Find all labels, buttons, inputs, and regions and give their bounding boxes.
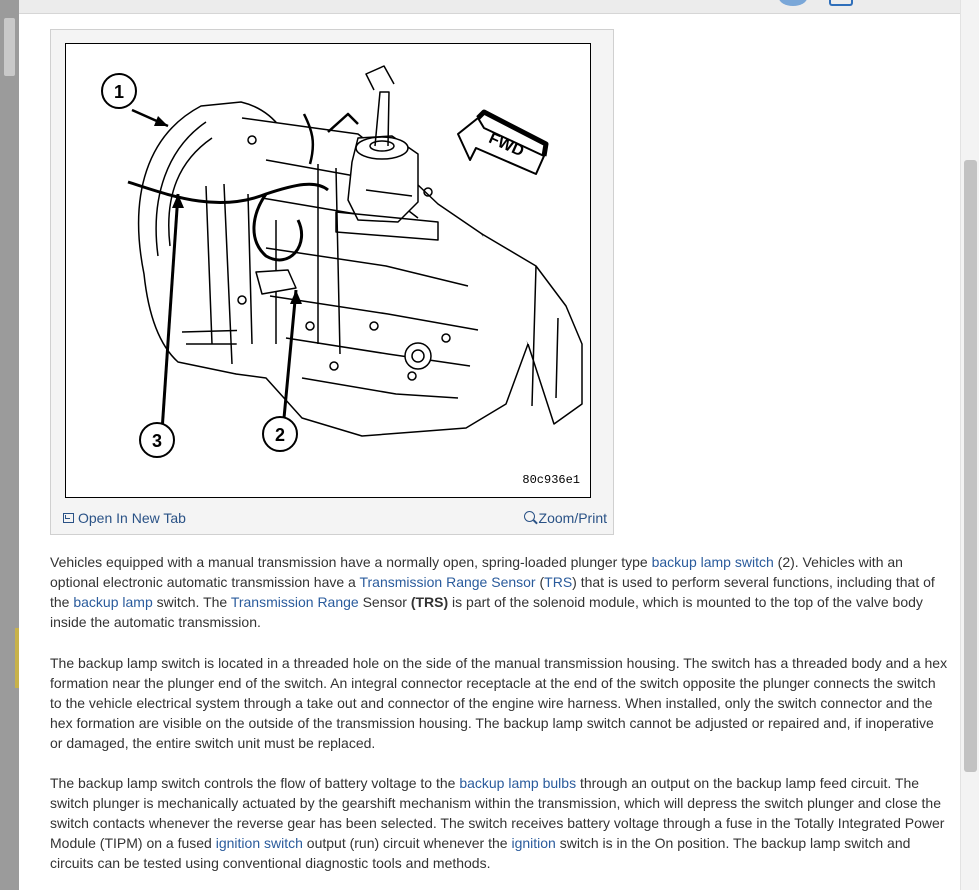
open-in-new-tab-label: Open In New Tab (78, 510, 186, 526)
paragraph-1 (50, 552, 950, 632)
backup-lamp-link[interactable]: backup lamp (73, 594, 153, 610)
fwd-label: FWD (486, 129, 527, 161)
callout-3-label: 3 (151, 431, 163, 451)
p2-text: The backup lamp switch is located in a threaded hole on the side of the manual transmission housing. The switch has a threaded body and a hex formation near the plunger end of the switch. An integral connector receptacle at the end of the switch opposite the plunger connects the switch to the vehicle electrical system through a take out and connector of the engine wire harness. When installed, only the switch connector and the hex formation are visible on the outside of the transmission housing. The backup lamp switch cannot be adjusted or repaired and, if inoperative or damaged, the entire switch unit must be replaced. (50, 655, 948, 751)
transmission-range-link[interactable]: Transmission Range (230, 594, 359, 610)
vertical-scrollbar[interactable] (960, 0, 979, 890)
paragraph-3 (50, 773, 950, 873)
zoom-print-link[interactable] (524, 510, 607, 526)
callout-2-label: 2 (274, 425, 286, 445)
p1-bold-trs: (TRS) (410, 594, 449, 610)
p1-text-7: is part of the solenoid module, which is mounted to the top of the valve body inside the automatic transmission. (50, 594, 923, 630)
p1-text-4: ) that is used to perform several functions, including that of the (50, 574, 935, 610)
article-panel (19, 0, 960, 890)
transmission-diagram (65, 43, 591, 498)
zoom-print-label: Zoom/Print (538, 510, 607, 526)
p1-text-6: Sensor (358, 594, 411, 610)
open-in-new-tab-link[interactable] (63, 510, 186, 526)
background-page-strip (0, 0, 19, 890)
backup-lamp-switch-link[interactable]: backup lamp switch (651, 554, 774, 570)
callout-1-label: 1 (113, 82, 125, 102)
p1-text-5: switch. The (152, 594, 231, 610)
ignition-link[interactable]: ignition (511, 835, 556, 851)
p3-text-3: output (run) circuit whenever the (302, 835, 512, 851)
ignition-switch-link[interactable]: ignition switch (215, 835, 303, 851)
paragraph-2 (50, 653, 950, 753)
figure-code: 80c936e1 (522, 473, 580, 487)
trs-link[interactable]: TRS (544, 574, 573, 590)
p1-text-2: (2). Vehicles with an optional electronic automatic transmission have a (50, 554, 903, 590)
p1-text-1: Vehicles equipped with a manual transmission have a normally open, spring-loaded plunger type (50, 554, 652, 570)
transmission-range-sensor-link[interactable]: Transmission Range Sensor (359, 574, 536, 590)
p3-text-1: The backup lamp switch controls the flow of battery voltage to the (50, 775, 460, 791)
new-tab-icon (63, 513, 74, 523)
panel-header (19, 0, 960, 14)
backup-lamp-bulbs-link[interactable]: backup lamp bulbs (459, 775, 577, 791)
user-icon[interactable] (779, 0, 807, 6)
p1-text-3: ( (535, 574, 545, 590)
p3-text-2: through an output on the backup lamp feed circuit. The switch plunger is mechanically actuated by the gearshift mechanism within the transmission, which will depress the switch plunger and close the switch contacts whenever the reverse gear has been selected. The switch receives battery voltage through a fuse in the Totally Integrated Power Module (TIPM) on a fused (50, 775, 945, 851)
background-scrollbar-thumb (4, 18, 15, 76)
transmission-illustration (66, 44, 590, 497)
figure-container (50, 29, 614, 535)
p3-text-4: switch is in the On position. The backup lamp switch and circuits can be tested using conventional diagnostic tools and methods. (50, 835, 911, 871)
scrollbar-thumb[interactable] (964, 160, 977, 772)
zoom-icon (524, 511, 535, 522)
document-icon[interactable] (829, 0, 853, 6)
